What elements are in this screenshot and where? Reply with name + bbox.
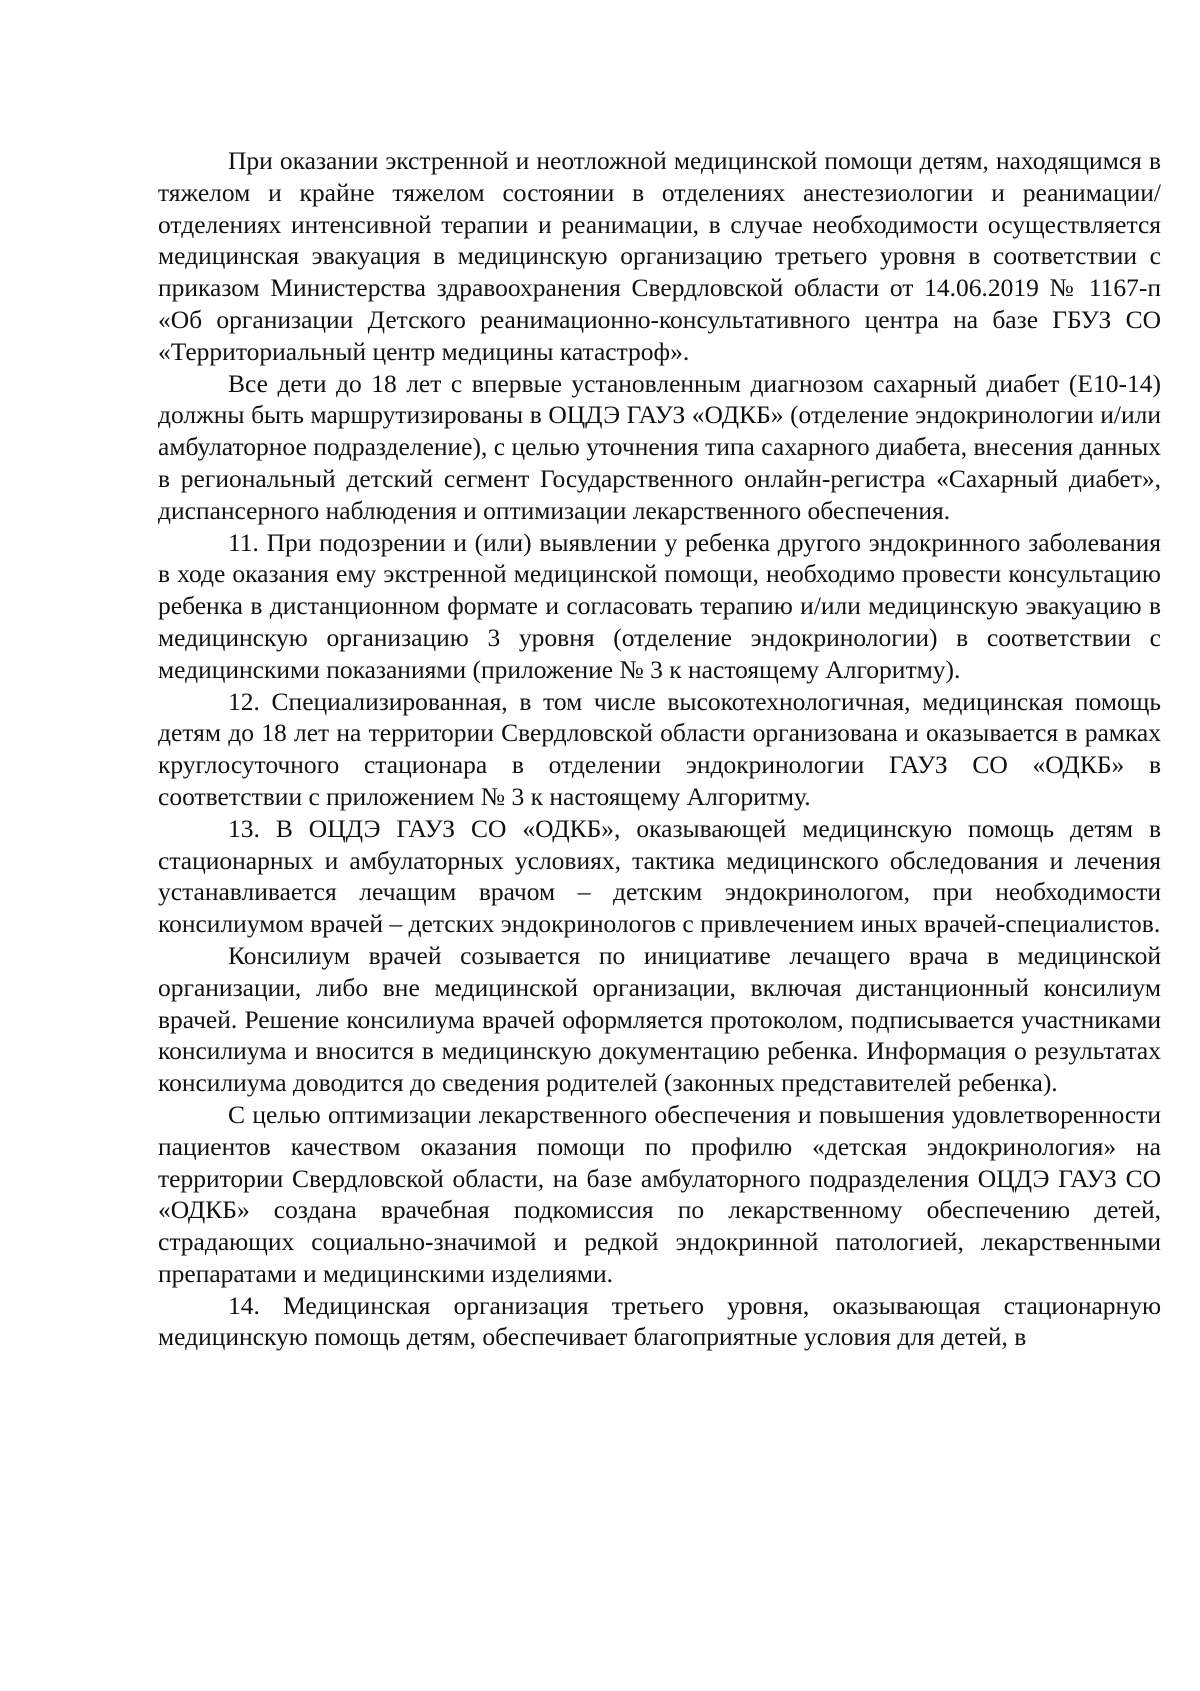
paragraph-council: Консилиум врачей созывается по инициативе лечащего врача в медицинской организации, либо вне медицинской организации, включая дистанционный консилиум врачей. Решение консилиума врачей оформляется протоколом, подписывается участниками консилиума и вносится в медицинскую документацию ребенка. Информация о результатах консилиума доводится до сведения родителей (законных представителей ребенка). bbox=[158, 940, 1161, 1098]
paragraph-item-14: 14. Медицинская организация третьего уровня, оказывающая стационарную медицинскую помощь детям, обеспечивает благоприятные условия для детей, в bbox=[158, 1290, 1161, 1352]
document-body bbox=[158, 145, 1161, 1353]
paragraph-item-13: 13. В ОЦДЭ ГАУЗ СО «ОДКБ», оказывающей медицинскую помощь детям в стационарных и амбулаторных условиях, тактика медицинского обследования и лечения устанавливается лечащим врачом – детским эндокринологом, при необходимости консилиумом врачей – детских эндокринологов с привлечением иных врачей-специалистов. bbox=[158, 813, 1161, 939]
paragraph-diabetes-routing: Все дети до 18 лет с впервые установленным диагнозом сахарный диабет (Е10-14) должны быть маршрутизированы в ОЦДЭ ГАУЗ «ОДКБ» (отделение эндокринологии и/или амбулаторное подразделение), с целью уточнения типа сахарного диабета, внесения данных в региональный детский сегмент Государственного онлайн-регистра «Сахарный диабет», диспансерного наблюдения и оптимизации лекарственного обеспечения. bbox=[158, 368, 1161, 525]
paragraph-item-12: 12. Специализированная, в том числе высокотехнологичная, медицинская помощь детям до 18 лет на территории Свердловской области организована и оказывается в рамках круглосуточного стационара в отделении эндокринологии ГАУЗ СО «ОДКБ» в соответствии с приложением № 3 к настоящему Алгоритму. bbox=[158, 686, 1161, 811]
paragraph-emergency-evacuation: При оказании экстренной и неотложной медицинской помощи детям, находящимся в тяжелом и крайне тяжелом состоянии в отделениях анестезиологии и реанимации/отделениях интенсивной терапии и реанимации, в случае необходимости осуществляется медицинская эвакуация в медицинскую организацию третьего уровня в соответствии с приказом Министерства здравоохранения Свердловской области от 14.06.2019 № 1167-п «Об организации Детского реанимационно-консультативного центра на базе ГБУЗ СО «Территориальный центр медицины катастроф». bbox=[158, 146, 1161, 366]
paragraph-item-11: 11. При подозрении и (или) выявлении у ребенка другого эндокринного заболевания в ходе оказания ему экстренной медицинской помощи, необходимо провести консультацию ребенка в дистанционном формате и согласовать терапию и/или медицинскую эвакуацию в медицинскую организацию 3 уровня (отделение эндокринологии) в соответствии с медицинскими показаниями (приложение № 3 к настоящему Алгоритму). bbox=[158, 527, 1161, 684]
paragraph-subcommission: С целью оптимизации лекарственного обеспечения и повышения удовлетворенности пациентов качеством оказания помощи по профилю «детская эндокринология» на территории Свердловской области, на базе амбулаторного подразделения ОЦДЭ ГАУЗ СО «ОДКБ» создана врачебная подкомиссия по лекарственному обеспечению детей, страдающих социально-значимой и редкой эндокринной патологией, лекарственными препаратами и медицинскими изделиями. bbox=[158, 1099, 1161, 1288]
